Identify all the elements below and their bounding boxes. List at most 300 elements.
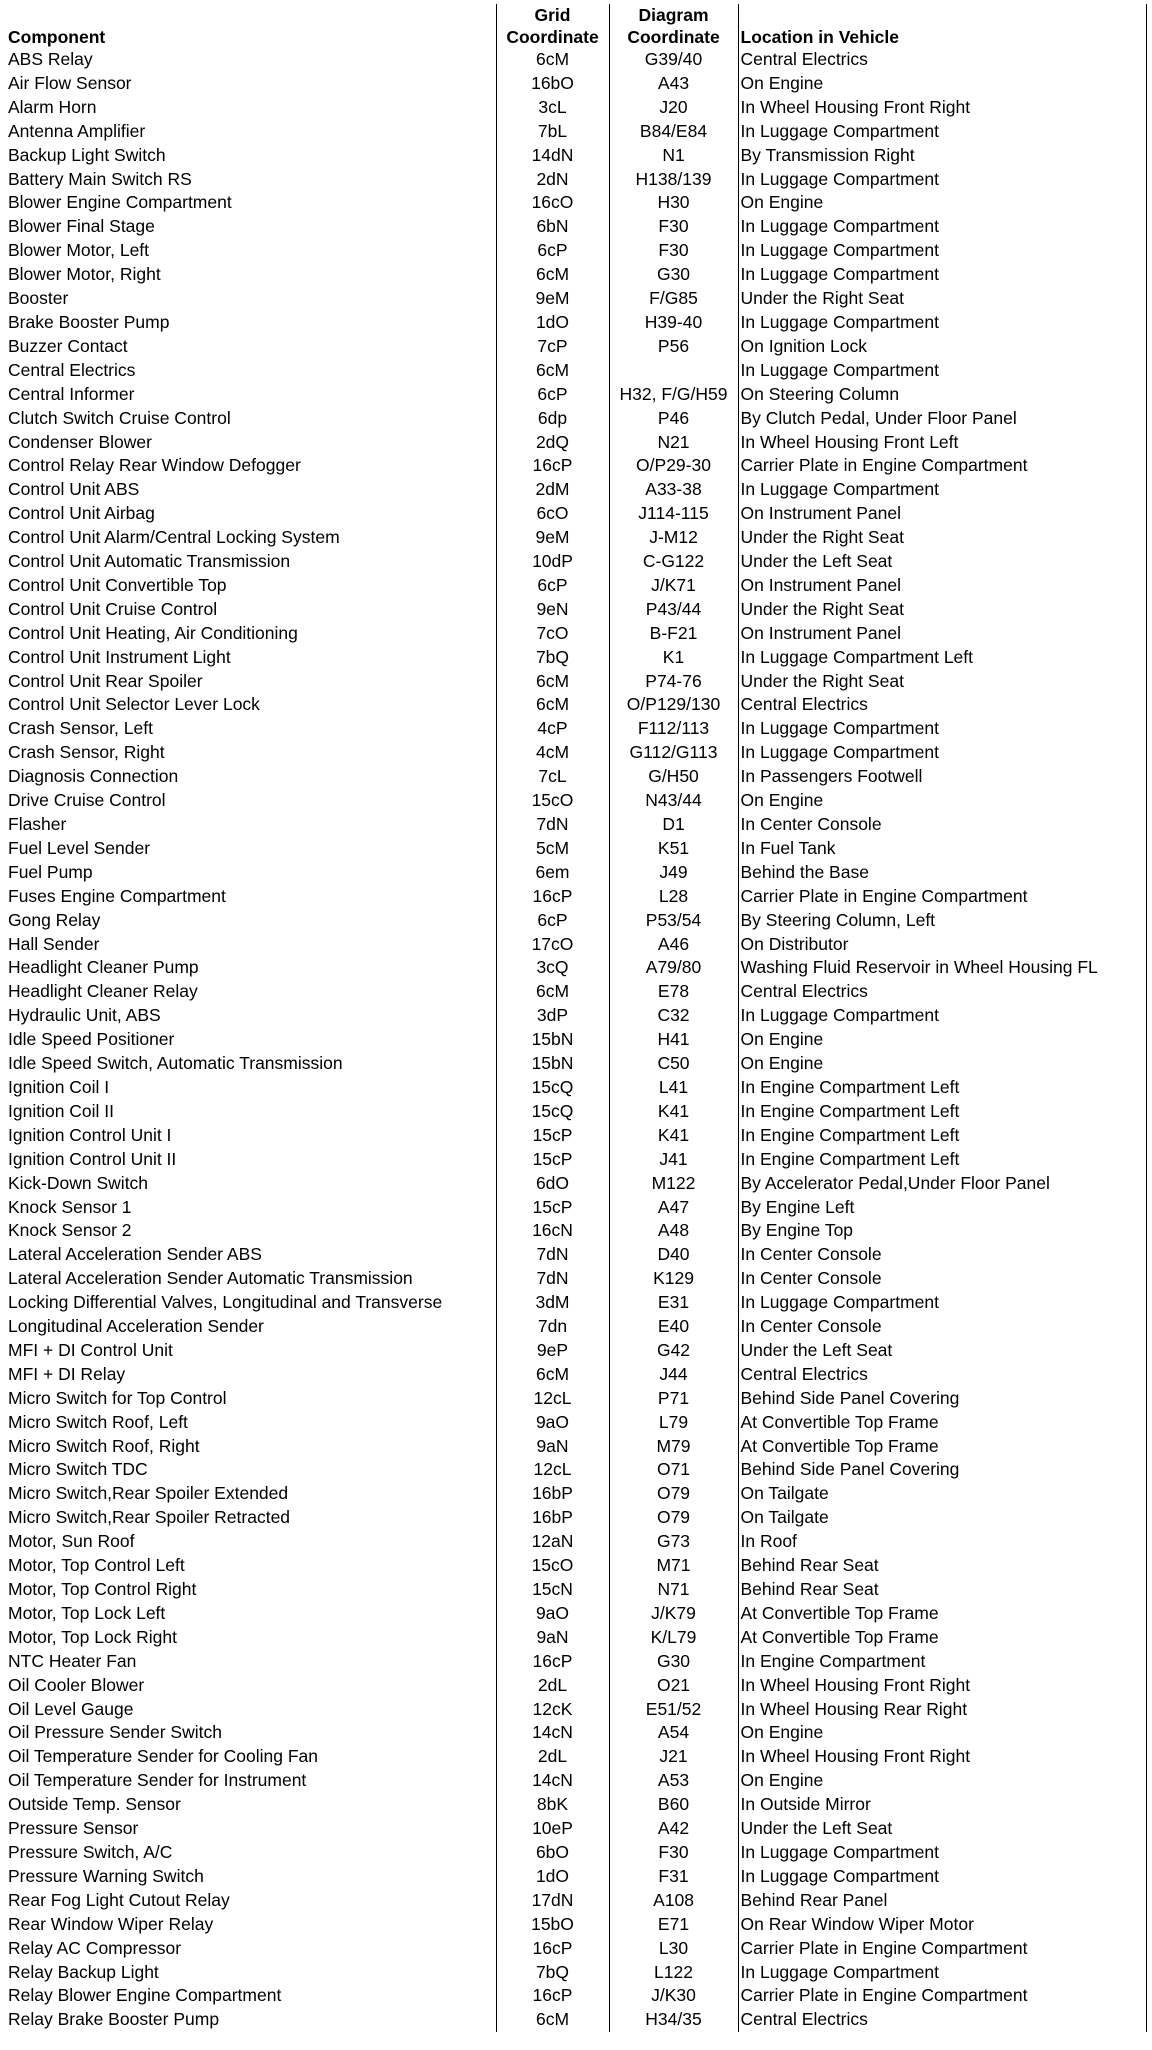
grid-coordinate-cell: 9eP	[496, 1339, 609, 1363]
location-cell: Carrier Plate in Engine Compartment	[738, 1937, 1146, 1961]
table-row	[6, 478, 1146, 502]
component-cell: Micro Switch TDC	[6, 1458, 496, 1482]
grid-coordinate-cell: 6dp	[496, 407, 609, 431]
diagram-coordinate-cell: A47	[609, 1196, 738, 1220]
component-cell: Hydraulic Unit, ABS	[6, 1004, 496, 1028]
diagram-coordinate-cell: M71	[609, 1554, 738, 1578]
grid-coordinate-cell: 16cN	[496, 1219, 609, 1243]
table-row	[6, 933, 1146, 957]
component-cell: Central Electrics	[6, 359, 496, 383]
diagram-coordinate-cell: F31	[609, 1865, 738, 1889]
location-cell: In Engine Compartment Left	[738, 1124, 1146, 1148]
location-cell: On Instrument Panel	[738, 622, 1146, 646]
diagram-coordinate-cell: G42	[609, 1339, 738, 1363]
grid-coordinate-cell: 16cO	[496, 191, 609, 215]
component-cell: MFI + DI Relay	[6, 1363, 496, 1387]
location-cell: Behind the Base	[738, 861, 1146, 885]
table-row	[6, 1172, 1146, 1196]
component-cell: Oil Temperature Sender for Cooling Fan	[6, 1745, 496, 1769]
location-cell: By Steering Column, Left	[738, 909, 1146, 933]
location-cell: Under the Left Seat	[738, 1817, 1146, 1841]
grid-coordinate-cell: 15bN	[496, 1028, 609, 1052]
diagram-coordinate-cell: F/G85	[609, 287, 738, 311]
table-row	[6, 1650, 1146, 1674]
table-row	[6, 1028, 1146, 1052]
diagram-coordinate-cell: O21	[609, 1674, 738, 1698]
diagram-coordinate-cell: H30	[609, 191, 738, 215]
grid-coordinate-cell: 7bL	[496, 120, 609, 144]
grid-coordinate-cell: 6em	[496, 861, 609, 885]
grid-coordinate-cell: 3dP	[496, 1004, 609, 1028]
component-cell: Battery Main Switch RS	[6, 168, 496, 192]
grid-coordinate-cell: 6cM	[496, 1363, 609, 1387]
location-cell: By Transmission Right	[738, 144, 1146, 168]
table-row	[6, 1435, 1146, 1459]
header-grid-line2: Coordinate	[496, 26, 609, 48]
location-cell: Central Electrics	[738, 1363, 1146, 1387]
table-row	[6, 1674, 1146, 1698]
component-cell: Air Flow Sensor	[6, 72, 496, 96]
location-cell: Washing Fluid Reservoir in Wheel Housing FL	[738, 956, 1146, 980]
table-row	[6, 263, 1146, 287]
diagram-coordinate-cell: O/P29-30	[609, 454, 738, 478]
diagram-coordinate-cell: B-F21	[609, 622, 738, 646]
location-cell: In Luggage Compartment	[738, 741, 1146, 765]
diagram-coordinate-cell: A108	[609, 1889, 738, 1913]
location-cell: Behind Rear Panel	[738, 1889, 1146, 1913]
location-cell: In Engine Compartment Left	[738, 1076, 1146, 1100]
diagram-coordinate-cell: O71	[609, 1458, 738, 1482]
component-cell: Motor, Top Lock Right	[6, 1626, 496, 1650]
diagram-coordinate-cell: A42	[609, 1817, 738, 1841]
diagram-coordinate-cell: O79	[609, 1506, 738, 1530]
diagram-coordinate-cell: J/K30	[609, 1984, 738, 2008]
diagram-coordinate-cell: J49	[609, 861, 738, 885]
location-cell: In Wheel Housing Front Left	[738, 431, 1146, 455]
component-cell: Headlight Cleaner Pump	[6, 956, 496, 980]
location-cell: On Instrument Panel	[738, 574, 1146, 598]
diagram-coordinate-cell: H34/35	[609, 2008, 738, 2032]
diagram-coordinate-cell: M122	[609, 1172, 738, 1196]
grid-coordinate-cell: 2dL	[496, 1674, 609, 1698]
location-cell: On Ignition Lock	[738, 335, 1146, 359]
diagram-coordinate-cell: K41	[609, 1100, 738, 1124]
diagram-coordinate-cell: H41	[609, 1028, 738, 1052]
component-cell: Diagnosis Connection	[6, 765, 496, 789]
location-cell: Under the Left Seat	[738, 550, 1146, 574]
component-cell: Motor, Top Lock Left	[6, 1602, 496, 1626]
grid-coordinate-cell: 6cM	[496, 980, 609, 1004]
location-cell: By Engine Top	[738, 1219, 1146, 1243]
table-row	[6, 72, 1146, 96]
header-location: Location in Vehicle	[738, 26, 1146, 48]
location-cell: Carrier Plate in Engine Compartment	[738, 1984, 1146, 2008]
component-table	[6, 4, 1147, 2032]
diagram-coordinate-cell: F112/113	[609, 717, 738, 741]
component-cell: Knock Sensor 1	[6, 1196, 496, 1220]
grid-coordinate-cell: 6cM	[496, 263, 609, 287]
grid-coordinate-cell: 14dN	[496, 144, 609, 168]
grid-coordinate-cell: 15cO	[496, 789, 609, 813]
diagram-coordinate-cell: A33-38	[609, 478, 738, 502]
grid-coordinate-cell: 9aO	[496, 1602, 609, 1626]
table-row	[6, 598, 1146, 622]
table-row	[6, 1052, 1146, 1076]
location-cell: In Center Console	[738, 1243, 1146, 1267]
grid-coordinate-cell: 8bK	[496, 1793, 609, 1817]
grid-coordinate-cell: 6cM	[496, 693, 609, 717]
component-cell: Control Unit Selector Lever Lock	[6, 693, 496, 717]
component-cell: Motor, Sun Roof	[6, 1530, 496, 1554]
component-cell: Crash Sensor, Left	[6, 717, 496, 741]
table-row	[6, 1865, 1146, 1889]
component-cell: Control Unit Heating, Air Conditioning	[6, 622, 496, 646]
location-cell: In Center Console	[738, 813, 1146, 837]
header-diagram-line2: Coordinate	[609, 26, 738, 48]
location-cell: Behind Side Panel Covering	[738, 1458, 1146, 1482]
grid-coordinate-cell: 3cQ	[496, 956, 609, 980]
location-cell: Central Electrics	[738, 693, 1146, 717]
diagram-coordinate-cell: D40	[609, 1243, 738, 1267]
table-row	[6, 431, 1146, 455]
component-cell: Ignition Control Unit I	[6, 1124, 496, 1148]
location-cell: On Tailgate	[738, 1506, 1146, 1530]
grid-coordinate-cell: 9aN	[496, 1626, 609, 1650]
location-cell: In Luggage Compartment	[738, 311, 1146, 335]
location-cell: Under the Right Seat	[738, 598, 1146, 622]
location-cell: On Rear Window Wiper Motor	[738, 1913, 1146, 1937]
component-cell: Ignition Coil II	[6, 1100, 496, 1124]
location-cell: In Luggage Compartment	[738, 168, 1146, 192]
location-cell: At Convertible Top Frame	[738, 1411, 1146, 1435]
component-cell: Knock Sensor 2	[6, 1219, 496, 1243]
component-cell: Micro Switch for Top Control	[6, 1387, 496, 1411]
diagram-coordinate-cell: G30	[609, 1650, 738, 1674]
diagram-coordinate-cell: N71	[609, 1578, 738, 1602]
grid-coordinate-cell: 12cK	[496, 1698, 609, 1722]
table-row	[6, 1578, 1146, 1602]
header-diagram-line1: Diagram	[609, 4, 738, 26]
table-row	[6, 717, 1146, 741]
location-cell: In Wheel Housing Rear Right	[738, 1698, 1146, 1722]
diagram-coordinate-cell: G73	[609, 1530, 738, 1554]
component-cell: Relay Blower Engine Compartment	[6, 1984, 496, 2008]
diagram-coordinate-cell: H32, F/G/H59	[609, 383, 738, 407]
component-cell: Central Informer	[6, 383, 496, 407]
table-row	[6, 1004, 1146, 1028]
diagram-coordinate-cell: C-G122	[609, 550, 738, 574]
location-cell: In Wheel Housing Front Right	[738, 96, 1146, 120]
component-cell: Outside Temp. Sensor	[6, 1793, 496, 1817]
location-cell: By Engine Left	[738, 1196, 1146, 1220]
diagram-coordinate-cell: P43/44	[609, 598, 738, 622]
component-cell: Relay AC Compressor	[6, 1937, 496, 1961]
table-row	[6, 765, 1146, 789]
component-cell: Control Relay Rear Window Defogger	[6, 454, 496, 478]
table-row	[6, 1291, 1146, 1315]
diagram-coordinate-cell: O/P129/130	[609, 693, 738, 717]
diagram-coordinate-cell: N21	[609, 431, 738, 455]
table-row	[6, 956, 1146, 980]
table-row	[6, 1793, 1146, 1817]
table-row	[6, 1219, 1146, 1243]
component-cell: Blower Final Stage	[6, 215, 496, 239]
table-row	[6, 120, 1146, 144]
grid-coordinate-cell: 6dO	[496, 1172, 609, 1196]
diagram-coordinate-cell: C50	[609, 1052, 738, 1076]
table-row	[6, 1100, 1146, 1124]
table-row	[6, 96, 1146, 120]
location-cell: On Engine	[738, 1052, 1146, 1076]
component-cell: Blower Motor, Right	[6, 263, 496, 287]
table-row	[6, 574, 1146, 598]
location-cell: Central Electrics	[738, 48, 1146, 72]
location-cell: In Luggage Compartment	[738, 263, 1146, 287]
diagram-coordinate-cell: E71	[609, 1913, 738, 1937]
table-row	[6, 741, 1146, 765]
table-row	[6, 1554, 1146, 1578]
diagram-coordinate-cell: L28	[609, 885, 738, 909]
diagram-coordinate-cell: P56	[609, 335, 738, 359]
component-cell: Drive Cruise Control	[6, 789, 496, 813]
component-cell: Micro Switch Roof, Right	[6, 1435, 496, 1459]
component-cell: Headlight Cleaner Relay	[6, 980, 496, 1004]
component-cell: Control Unit Alarm/Central Locking System	[6, 526, 496, 550]
diagram-coordinate-cell: L41	[609, 1076, 738, 1100]
location-cell: In Luggage Compartment Left	[738, 646, 1146, 670]
table-row	[6, 1315, 1146, 1339]
location-cell: In Outside Mirror	[738, 1793, 1146, 1817]
component-cell: Blower Motor, Left	[6, 239, 496, 263]
grid-coordinate-cell: 6bO	[496, 1841, 609, 1865]
table-row	[6, 813, 1146, 837]
grid-coordinate-cell: 2dQ	[496, 431, 609, 455]
component-cell: Relay Brake Booster Pump	[6, 2008, 496, 2032]
component-cell: ABS Relay	[6, 48, 496, 72]
table-row	[6, 144, 1146, 168]
grid-coordinate-cell: 17cO	[496, 933, 609, 957]
grid-coordinate-cell: 16cP	[496, 885, 609, 909]
grid-coordinate-cell: 10eP	[496, 1817, 609, 1841]
location-cell: In Luggage Compartment	[738, 120, 1146, 144]
table-row	[6, 1626, 1146, 1650]
header-location-spacer	[738, 4, 1146, 26]
component-cell: Relay Backup Light	[6, 1961, 496, 1985]
grid-coordinate-cell: 7dn	[496, 1315, 609, 1339]
component-cell: Idle Speed Switch, Automatic Transmission	[6, 1052, 496, 1076]
location-cell: On Distributor	[738, 933, 1146, 957]
table-row	[6, 359, 1146, 383]
grid-coordinate-cell: 9eN	[496, 598, 609, 622]
table-row	[6, 885, 1146, 909]
table-row	[6, 407, 1146, 431]
diagram-coordinate-cell: B84/E84	[609, 120, 738, 144]
location-cell: In Engine Compartment Left	[738, 1100, 1146, 1124]
location-cell: In Luggage Compartment	[738, 1961, 1146, 1985]
location-cell: In Engine Compartment	[738, 1650, 1146, 1674]
component-cell: Clutch Switch Cruise Control	[6, 407, 496, 431]
component-cell: Motor, Top Control Left	[6, 1554, 496, 1578]
table-row	[6, 693, 1146, 717]
header-grid-line1: Grid	[496, 4, 609, 26]
diagram-coordinate-cell: N43/44	[609, 789, 738, 813]
table-row	[6, 1506, 1146, 1530]
table-row	[6, 1387, 1146, 1411]
location-cell: Central Electrics	[738, 980, 1146, 1004]
table-row	[6, 1841, 1146, 1865]
grid-coordinate-cell: 7cP	[496, 335, 609, 359]
grid-coordinate-cell: 15cP	[496, 1124, 609, 1148]
component-cell: Booster	[6, 287, 496, 311]
component-cell: Pressure Switch, A/C	[6, 1841, 496, 1865]
component-cell: Micro Switch Roof, Left	[6, 1411, 496, 1435]
location-cell: On Engine	[738, 191, 1146, 215]
table-row	[6, 287, 1146, 311]
location-cell: Carrier Plate in Engine Compartment	[738, 454, 1146, 478]
grid-coordinate-cell: 9eM	[496, 287, 609, 311]
diagram-coordinate-cell: G39/40	[609, 48, 738, 72]
component-cell: Oil Cooler Blower	[6, 1674, 496, 1698]
diagram-coordinate-cell: L30	[609, 1937, 738, 1961]
table-row	[6, 980, 1146, 1004]
diagram-coordinate-cell: A53	[609, 1769, 738, 1793]
diagram-coordinate-cell: A43	[609, 72, 738, 96]
grid-coordinate-cell: 2dN	[496, 168, 609, 192]
table-row	[6, 1913, 1146, 1937]
grid-coordinate-cell: 1dO	[496, 1865, 609, 1889]
component-cell: Brake Booster Pump	[6, 311, 496, 335]
diagram-coordinate-cell: J114-115	[609, 502, 738, 526]
location-cell: In Center Console	[738, 1315, 1146, 1339]
table-row	[6, 550, 1146, 574]
location-cell: Under the Left Seat	[738, 1339, 1146, 1363]
component-cell: Control Unit Instrument Light	[6, 646, 496, 670]
diagram-coordinate-cell: A79/80	[609, 956, 738, 980]
diagram-coordinate-cell: K129	[609, 1267, 738, 1291]
table-row	[6, 1243, 1146, 1267]
component-cell: Rear Window Wiper Relay	[6, 1913, 496, 1937]
table-row	[6, 1363, 1146, 1387]
grid-coordinate-cell: 14cN	[496, 1769, 609, 1793]
table-row	[6, 1196, 1146, 1220]
table-row	[6, 1482, 1146, 1506]
grid-coordinate-cell: 6cM	[496, 359, 609, 383]
grid-coordinate-cell: 6cP	[496, 239, 609, 263]
table-row	[6, 670, 1146, 694]
component-cell: Lateral Acceleration Sender Automatic Transmission	[6, 1267, 496, 1291]
diagram-coordinate-cell: L79	[609, 1411, 738, 1435]
grid-coordinate-cell: 6cO	[496, 502, 609, 526]
table-row	[6, 1124, 1146, 1148]
location-cell: On Engine	[738, 1721, 1146, 1745]
component-cell: Backup Light Switch	[6, 144, 496, 168]
grid-coordinate-cell: 9eM	[496, 526, 609, 550]
grid-coordinate-cell: 15cO	[496, 1554, 609, 1578]
grid-coordinate-cell: 16cP	[496, 454, 609, 478]
table-body	[6, 48, 1146, 2032]
grid-coordinate-cell: 12aN	[496, 1530, 609, 1554]
table-row	[6, 1817, 1146, 1841]
diagram-coordinate-cell: E51/52	[609, 1698, 738, 1722]
table-row	[6, 1267, 1146, 1291]
location-cell: Carrier Plate in Engine Compartment	[738, 885, 1146, 909]
grid-coordinate-cell: 9aO	[496, 1411, 609, 1435]
table-row	[6, 502, 1146, 526]
table-row	[6, 1602, 1146, 1626]
diagram-coordinate-cell: P71	[609, 1387, 738, 1411]
grid-coordinate-cell: 16cP	[496, 1650, 609, 1674]
table-row	[6, 837, 1146, 861]
table-row	[6, 1698, 1146, 1722]
table-row	[6, 646, 1146, 670]
component-cell: Control Unit ABS	[6, 478, 496, 502]
location-cell: On Engine	[738, 72, 1146, 96]
location-cell: In Luggage Compartment	[738, 215, 1146, 239]
table-row	[6, 239, 1146, 263]
table-row	[6, 191, 1146, 215]
location-cell: In Wheel Housing Front Right	[738, 1745, 1146, 1769]
grid-coordinate-cell: 16bP	[496, 1506, 609, 1530]
location-cell: On Engine	[738, 1769, 1146, 1793]
diagram-coordinate-cell: E78	[609, 980, 738, 1004]
table-row	[6, 1889, 1146, 1913]
diagram-coordinate-cell: J41	[609, 1148, 738, 1172]
diagram-coordinate-cell: K/L79	[609, 1626, 738, 1650]
grid-coordinate-cell: 15cQ	[496, 1100, 609, 1124]
grid-coordinate-cell: 4cM	[496, 741, 609, 765]
location-cell: Behind Rear Seat	[738, 1578, 1146, 1602]
location-cell: In Fuel Tank	[738, 837, 1146, 861]
grid-coordinate-cell: 10dP	[496, 550, 609, 574]
component-cell: Alarm Horn	[6, 96, 496, 120]
grid-coordinate-cell: 1dO	[496, 311, 609, 335]
table-row	[6, 1076, 1146, 1100]
component-cell: Oil Pressure Sender Switch	[6, 1721, 496, 1745]
location-cell: In Passengers Footwell	[738, 765, 1146, 789]
diagram-coordinate-cell: G112/G113	[609, 741, 738, 765]
grid-coordinate-cell: 7bQ	[496, 646, 609, 670]
component-cell: Fuses Engine Compartment	[6, 885, 496, 909]
location-cell: At Convertible Top Frame	[738, 1602, 1146, 1626]
grid-coordinate-cell: 17dN	[496, 1889, 609, 1913]
diagram-coordinate-cell	[609, 359, 738, 383]
diagram-coordinate-cell: P46	[609, 407, 738, 431]
component-cell: Control Unit Airbag	[6, 502, 496, 526]
grid-coordinate-cell: 5cM	[496, 837, 609, 861]
component-cell: Pressure Sensor	[6, 1817, 496, 1841]
grid-coordinate-cell: 7cL	[496, 765, 609, 789]
diagram-coordinate-cell: B60	[609, 1793, 738, 1817]
location-cell: On Steering Column	[738, 383, 1146, 407]
diagram-coordinate-cell: A48	[609, 1219, 738, 1243]
component-cell: Micro Switch,Rear Spoiler Retracted	[6, 1506, 496, 1530]
table-row	[6, 526, 1146, 550]
grid-coordinate-cell: 9aN	[496, 1435, 609, 1459]
diagram-coordinate-cell: K1	[609, 646, 738, 670]
component-cell: Control Unit Cruise Control	[6, 598, 496, 622]
grid-coordinate-cell: 3cL	[496, 96, 609, 120]
header-component: Component	[6, 26, 496, 48]
component-cell: Blower Engine Compartment	[6, 191, 496, 215]
location-cell: In Luggage Compartment	[738, 478, 1146, 502]
grid-coordinate-cell: 7dN	[496, 1243, 609, 1267]
table-row	[6, 1339, 1146, 1363]
grid-coordinate-cell: 2dL	[496, 1745, 609, 1769]
grid-coordinate-cell: 6cM	[496, 48, 609, 72]
diagram-coordinate-cell: O79	[609, 1482, 738, 1506]
component-cell: Flasher	[6, 813, 496, 837]
table-row	[6, 1769, 1146, 1793]
